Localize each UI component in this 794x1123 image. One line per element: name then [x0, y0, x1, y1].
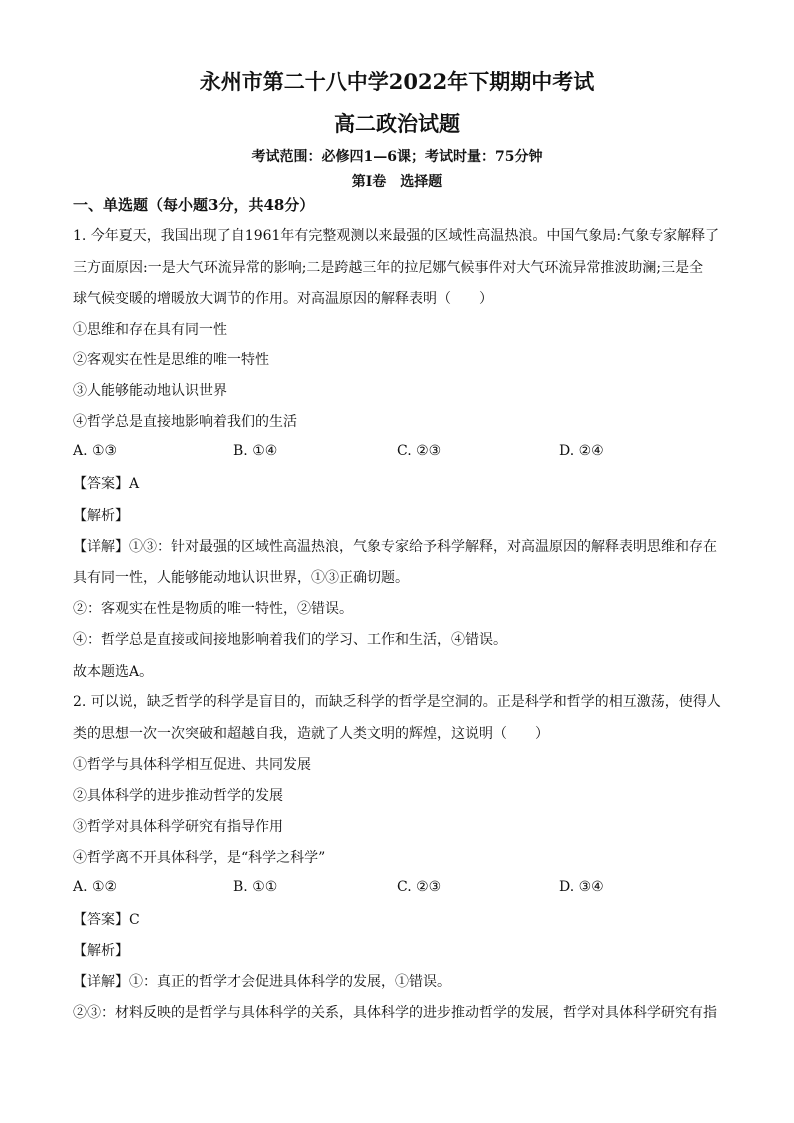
q2-item: ④哲学离不开具体科学，是“科学之科学”: [73, 850, 326, 866]
q1-detail-line: ④：哲学总是直接或间接地影响着我们的学习、工作和生活，④错误。: [73, 632, 507, 648]
q2-answer: 【答案】C: [73, 912, 140, 928]
q2-options: [73, 879, 723, 899]
q2-stem-line: 2. 可以说，缺乏哲学的科学是盲目的，而缺乏科学的哲学是空洞的。正是科学和哲学的相互激荡，使得人: [73, 694, 721, 710]
q1-item: ③人能够能动地认识世界: [73, 383, 227, 399]
q1-item: ④哲学总是直接地影响着我们的生活: [73, 414, 297, 430]
q2-detail-line: 【详解】①：真正的哲学才会促进具体科学的发展，①错误。: [73, 974, 451, 990]
section-heading: 一、单选题（每小题3分，共48分）: [73, 196, 315, 214]
q1-item: ②客观实在性是思维的唯一特性: [73, 352, 269, 368]
q1-detail-line: ②：客观实在性是物质的唯一特性，②错误。: [73, 601, 353, 617]
q2-detail-line: ②③：材料反映的是哲学与具体科学的关系，具体科学的进步推动哲学的发展，哲学对具体科学研究有指: [73, 1005, 717, 1021]
exam-info: 考试范围：必修四1—6课；考试时量：75分钟: [251, 149, 543, 165]
q2-item: ①哲学与具体科学相互促进、共同发展: [73, 757, 311, 773]
q1-option-c: C. ②③: [397, 443, 442, 459]
q2-option-a: A. ①②: [73, 879, 118, 895]
q1-stem-line: 三方面原因:一是大气环流异常的影响;二是跨越三年的拉尼娜气候事件对大气环流异常推波助澜;三是全: [73, 260, 704, 276]
q1-detail-line: 【详解】①③：针对最强的区域性高温热浪，气象专家给予科学解释，对高温原因的解释表明思维和存在: [73, 539, 717, 555]
exam-title: 永州市第二十八中学2022年下期期中考试: [199, 69, 595, 94]
q2-item: ②具体科学的进步推动哲学的发展: [73, 788, 283, 804]
exam-subtitle: 高二政治试题: [334, 111, 460, 136]
q1-analysis-label: 【解析】: [73, 508, 129, 524]
q1-options: [73, 443, 723, 463]
q2-option-d: D. ③④: [559, 879, 604, 895]
q1-detail-line: 故本题选A。: [73, 664, 154, 680]
q2-option-b: B. ①①: [233, 879, 278, 895]
q2-analysis-label: 【解析】: [73, 943, 129, 959]
q1-answer: 【答案】A: [73, 476, 140, 492]
part-heading: 第Ⅰ卷 选择题: [351, 174, 443, 190]
q2-option-c: C. ②③: [397, 879, 442, 895]
q1-stem-line: 球气候变暖的增暖放大调节的作用。对高温原因的解释表明（ ）: [73, 291, 493, 307]
q1-detail-line: 具有同一性，人能够能动地认识世界，①③正确切题。: [73, 570, 409, 586]
q1-option-d: D. ②④: [559, 443, 604, 459]
q2-item: ③哲学对具体科学研究有指导作用: [73, 819, 283, 835]
q2-stem-line: 类的思想一次一次突破和超越自我，造就了人类文明的辉煌，这说明（ ）: [73, 726, 549, 742]
q1-option-b: B. ①④: [233, 443, 278, 459]
q1-option-a: A. ①③: [73, 443, 118, 459]
q1-stem-line: 1. 今年夏天，我国出现了自1961年有完整观测以来最强的区域性高温热浪。中国气象局:气象专家解释了: [73, 228, 720, 244]
q1-item: ①思维和存在具有同一性: [73, 322, 227, 338]
